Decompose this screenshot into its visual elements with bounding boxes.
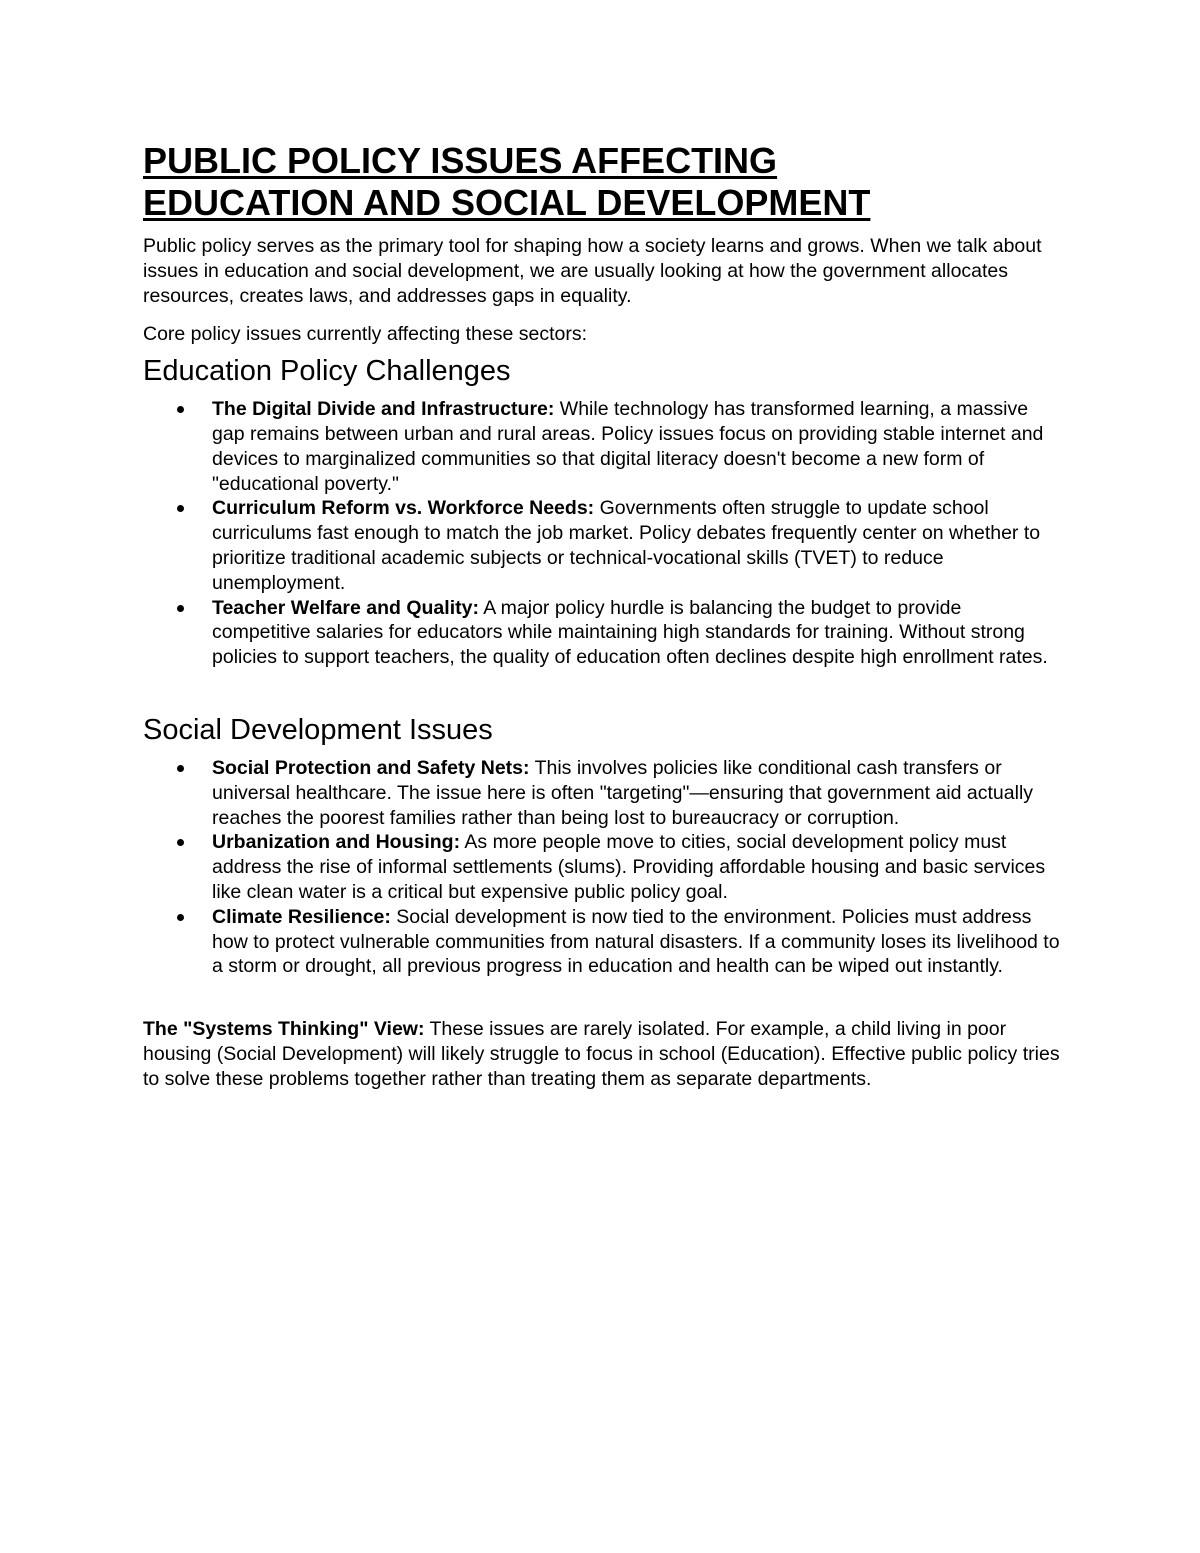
- document-page: [143, 140, 1063, 1106]
- item-lead: Urbanization and Housing:: [212, 831, 461, 854]
- bullet-icon: [177, 839, 184, 846]
- list-item: [143, 756, 1063, 830]
- item-lead: Curriculum Reform vs. Workforce Needs:: [212, 497, 595, 520]
- bullet-icon: [177, 605, 184, 612]
- list-item: [143, 496, 1063, 595]
- item-text: A major policy hurdle is balancing the budget to provide competitive salaries for educators while maintaining high standards for training. Without strong policies to support teachers, the quality of education often declines despite high enrollment rates.: [212, 596, 1048, 669]
- item-lead: Teacher Welfare and Quality:: [212, 596, 479, 619]
- education-list: [143, 397, 1063, 670]
- title-line-1: PUBLIC POLICY ISSUES AFFECTING: [143, 140, 778, 181]
- item-text: Governments often struggle to update school curriculums fast enough to match the job market. Policy debates frequently center on whether to prioritize traditional academic subjects or technical-vocational skills (TVET) to reduce unemployment.: [212, 497, 1041, 594]
- item-text: As more people move to cities, social development policy must address the rise of informal settlements (slums). Providing affordable housing and basic services like clean water is a critical but expensive public policy goal.: [212, 831, 1046, 903]
- intro-paragraph: Public policy serves as the primary tool for shaping how a society learns and grows. When we talk about issues in education and social development, we are usually looking at how the government allocates resources, creates laws, and addresses gaps in equality.: [143, 235, 1042, 307]
- list-item: [143, 905, 1063, 979]
- systems-thinking-paragraph: [143, 1017, 1063, 1091]
- systems-text: These issues are rarely isolated. For example, a child living in poor housing (Social Development) will likely struggle to focus in school (Education). Effective public policy tries to solve these problems together rather than treating them as separate departments.: [143, 1018, 1060, 1090]
- list-item: [143, 596, 1063, 670]
- bullet-icon: [177, 505, 184, 512]
- bullet-icon: [177, 765, 184, 772]
- social-list: [143, 756, 1063, 979]
- list-item: [143, 397, 1063, 496]
- title-line-2: EDUCATION AND SOCIAL DEVELOPMENT: [143, 182, 871, 223]
- social-heading: Social Development Issues: [143, 713, 493, 746]
- bullet-icon: [177, 406, 184, 413]
- item-text: Social development is now tied to the environment. Policies must address how to protect vulnerable communities from natural disasters. If a community loses its livelihood to a storm or drought, all previous progress in education and health can be wiped out instantly.: [212, 905, 1060, 978]
- item-lead: Climate Resilience:: [212, 905, 391, 928]
- list-item: [143, 830, 1063, 904]
- document-title: [143, 140, 1063, 224]
- item-lead: Social Protection and Safety Nets:: [212, 756, 530, 779]
- education-heading: Education Policy Challenges: [143, 355, 511, 388]
- item-lead: The Digital Divide and Infrastructure:: [212, 398, 555, 421]
- bullet-icon: [177, 914, 184, 921]
- item-text: While technology has transformed learning, a massive gap remains between urban and rural areas. Policy issues focus on providing stable internet and devices to marginalized communities so that digital literacy doesn't become a new form of "educational poverty.": [212, 398, 1044, 495]
- item-text: This involves policies like conditional cash transfers or universal healthcare. The issue here is often "targeting"—ensuring that government aid actually reaches the poorest families rather than being lost to bureaucracy or corruption.: [212, 756, 1034, 829]
- systems-lead: The "Systems Thinking" View:: [143, 1018, 425, 1041]
- core-issues-line: Core policy issues currently affecting these sectors:: [143, 323, 588, 346]
